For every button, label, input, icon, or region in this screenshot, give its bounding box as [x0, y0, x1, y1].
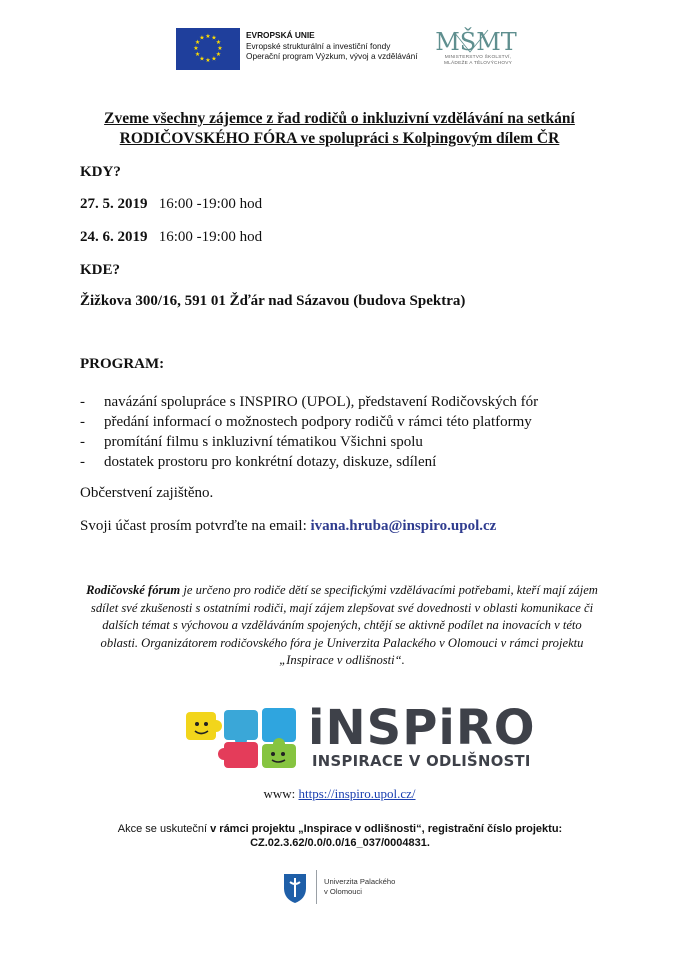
eu-funds-text: Evropské strukturální a investiční fondy — [246, 40, 391, 51]
svg-text:★: ★ — [217, 45, 223, 52]
svg-text:★: ★ — [205, 57, 211, 64]
msmt-mark-icon — [430, 26, 522, 56]
svg-text:★: ★ — [199, 55, 205, 63]
svg-text:★: ★ — [211, 55, 217, 63]
title-line2: RODIČOVSKÉHO FÓRA ve spolupráci s Kolpingovým dílem ČR — [119, 130, 560, 147]
date-line-1 — [80, 196, 262, 213]
msmt-caption — [428, 55, 528, 67]
svg-text:★: ★ — [215, 39, 222, 46]
where-label: KDE? — [80, 262, 121, 278]
upol-logo — [282, 872, 308, 904]
program-item: - předání informací o možnostech podpory rodičů v rámci této platformy — [80, 412, 538, 432]
msmt-caption-line1: MINISTERSTVO ŠKOLSTVÍ, — [444, 55, 512, 60]
refreshments-text: Občerstvení zajištěno. — [80, 485, 214, 501]
program-item: - dostatek prostoru pro konkrétní dotazy, diskuze, sdílení — [80, 452, 538, 472]
inspiro-puzzle-logo — [184, 706, 300, 770]
date-line-2 — [80, 229, 262, 246]
svg-text:★: ★ — [193, 45, 199, 52]
svg-text:★: ★ — [215, 51, 222, 58]
title-line1: Zveme všechny zájemce z řad rodičů o inkluzivní vzdělávání na setkání — [104, 110, 575, 127]
program-list — [80, 392, 538, 472]
svg-text:★: ★ — [211, 34, 217, 42]
puzzle-icon — [184, 706, 300, 770]
time-1: 16:00 -19:00 hod — [158, 196, 263, 212]
funding-statement — [100, 822, 580, 850]
upol-name-line2: v Olomouci — [324, 887, 362, 896]
rsvp-line — [80, 518, 496, 535]
eu-opvvv-text: Operační program Výzkum, vývoj a vzdělávání — [246, 51, 418, 61]
eu-stars-icon — [176, 28, 240, 70]
inspiro-web-link[interactable]: https://inspiro.upol.cz/ — [298, 786, 416, 801]
program-item: - navázání spolupráce s INSPIRO (UPOL), představení Rodičovských fór — [80, 392, 538, 412]
msmt-logo — [430, 26, 522, 76]
forum-description — [86, 582, 598, 670]
forum-description-text: je určeno pro rodiče dětí se specifickými vzdělávacími potřebami, kteří mají zájem sdílet své zkušenosti s ostatními rodiči, mají zájem zlepšovat své dovednosti v oblasti komunikace či dalších témat s výchovou a vzděláváním spojených, chtějí se aktivně podílet na inovacích v této oblasti. Organizátorem rodičovského fóra je Univerzita Palackého v Olomouci v rámci projektu „Inspirace v odlišnosti“. — [90, 583, 598, 667]
when-label: KDY? — [80, 164, 121, 180]
upol-divider — [316, 870, 317, 904]
date-1: 27. 5. 2019 — [80, 196, 148, 212]
program-item: - promítání filmu s inkluzivní tématikou Všichni spolu — [80, 432, 538, 452]
funding-project: v rámci projektu „Inspirace v odlišnosti“, registrační číslo projektu: CZ.02.3.62/0.0/0.0/16_037/0004831. — [210, 823, 563, 849]
svg-text:★: ★ — [205, 33, 211, 40]
time-2: 16:00 -19:00 hod — [158, 229, 263, 245]
eu-title: EVROPSKÁ UNIE — [246, 30, 315, 40]
invitation-title — [60, 109, 619, 149]
upol-shield-icon — [282, 872, 308, 904]
web-prefix: www: — [263, 786, 299, 801]
svg-text:★: ★ — [199, 34, 205, 42]
svg-text:★: ★ — [194, 51, 201, 58]
forum-name: Rodičovské fórum — [86, 583, 181, 597]
eu-program-text — [246, 30, 418, 62]
msmt-caption-line2: MLÁDEŽE A TĚLOVÝCHOVY — [443, 61, 513, 66]
inspiro-wordmark: iNSPiRO — [308, 700, 536, 756]
upol-name — [324, 877, 395, 897]
rsvp-email-link[interactable]: ivana.hruba@inspiro.upol.cz — [310, 518, 497, 534]
address: Žižkova 300/16, 591 01 Žďár nad Sázavou (budova Spektra) — [80, 293, 466, 309]
inspiro-subtitle: INSPIRACE V ODLIŠNOSTI — [312, 753, 531, 770]
msmt-logo-text: MŠMT — [435, 28, 517, 56]
date-2: 24. 6. 2019 — [80, 229, 148, 245]
eu-flag-logo — [176, 28, 240, 70]
rsvp-text: Svoji účast prosím potvrďte na email: — [80, 518, 311, 534]
svg-text:★: ★ — [194, 39, 201, 46]
funding-lead: Akce se uskuteční — [117, 823, 211, 835]
program-label: PROGRAM: — [80, 356, 165, 372]
web-line — [0, 786, 679, 802]
upol-name-line1: Univerzita Palackého — [324, 877, 396, 886]
